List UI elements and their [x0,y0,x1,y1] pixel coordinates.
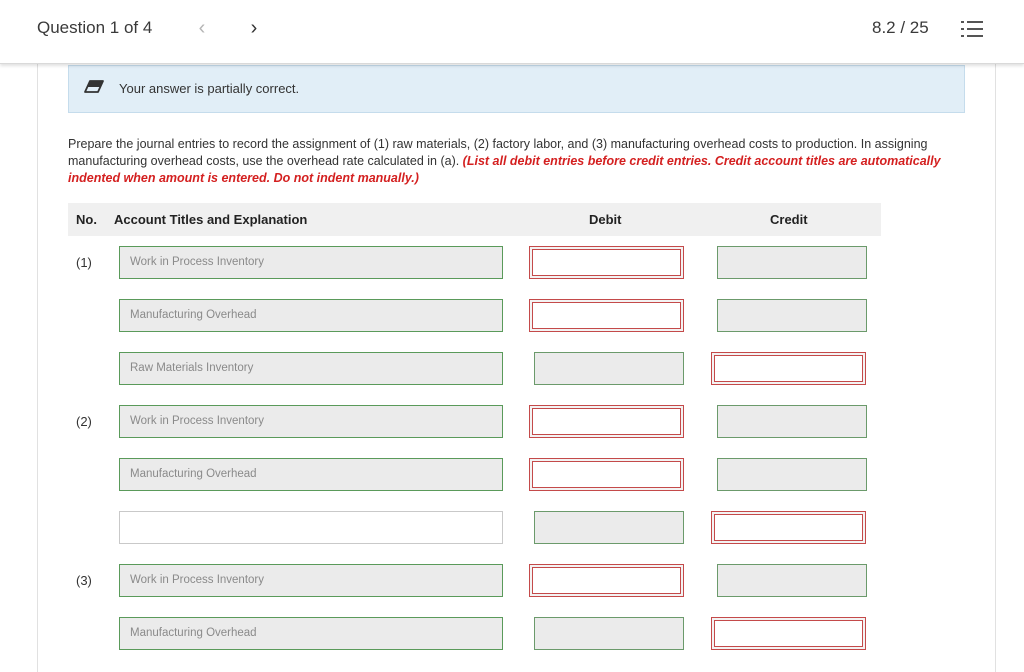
account-title-input[interactable] [119,511,503,544]
score: 8.2 / 25 [872,18,929,37]
journal-table-header [68,203,881,236]
previous-question-button[interactable]: ‹ [198,17,206,39]
debit-amount-input[interactable] [529,458,684,491]
debit-amount-input[interactable] [529,246,684,279]
instructions-emphasis: (List all debit entries before credit entries. Credit account titles are automatically indented when amount is entered. Do not indent manually.) [68,154,941,185]
eraser-icon [83,79,105,95]
feedback-banner [68,65,965,113]
question-label: Question 1 of 4 [37,18,153,37]
debit-amount-input[interactable] [529,405,684,438]
column-header-account: Account Titles and Explanation [114,212,308,227]
question-list-icon[interactable] [961,19,983,39]
credit-amount-input[interactable] [717,405,867,438]
credit-amount-input[interactable] [711,352,866,385]
credit-amount-input[interactable] [717,246,867,279]
credit-amount-input[interactable] [717,564,867,597]
account-title-input[interactable]: Manufacturing Overhead [119,617,503,650]
entry-number: (3) [76,573,92,588]
debit-amount-input[interactable] [529,299,684,332]
credit-amount-input[interactable] [717,299,867,332]
account-title-input[interactable]: Work in Process Inventory [119,405,503,438]
column-header-no: No. [76,212,97,227]
credit-amount-input[interactable] [711,617,866,650]
credit-amount-input[interactable] [717,458,867,491]
entry-number: (2) [76,414,92,429]
top-bar [0,0,1024,64]
debit-amount-input[interactable] [534,352,684,385]
credit-amount-input[interactable] [711,511,866,544]
account-title-input[interactable]: Manufacturing Overhead [119,299,503,332]
feedback-message: Your answer is partially correct. [119,81,300,96]
column-header-debit: Debit [589,212,622,227]
account-title-input[interactable]: Raw Materials Inventory [119,352,503,385]
account-title-input[interactable]: Work in Process Inventory [119,564,503,597]
debit-amount-input[interactable] [529,564,684,597]
column-header-credit: Credit [770,212,808,227]
question-instructions [68,136,958,187]
debit-amount-input[interactable] [534,617,684,650]
next-question-button[interactable]: › [250,17,258,39]
entry-number: (1) [76,255,92,270]
debit-amount-input[interactable] [534,511,684,544]
instructions-text: Prepare the journal entries to record the assignment of (1) raw materials, (2) factory labor, and (3) manufacturing overhead costs to production. In assigning manufacturing overhead costs, use the overhead rate calculated in (a). [68,137,928,168]
account-title-input[interactable]: Work in Process Inventory [119,246,503,279]
account-title-input[interactable]: Manufacturing Overhead [119,458,503,491]
